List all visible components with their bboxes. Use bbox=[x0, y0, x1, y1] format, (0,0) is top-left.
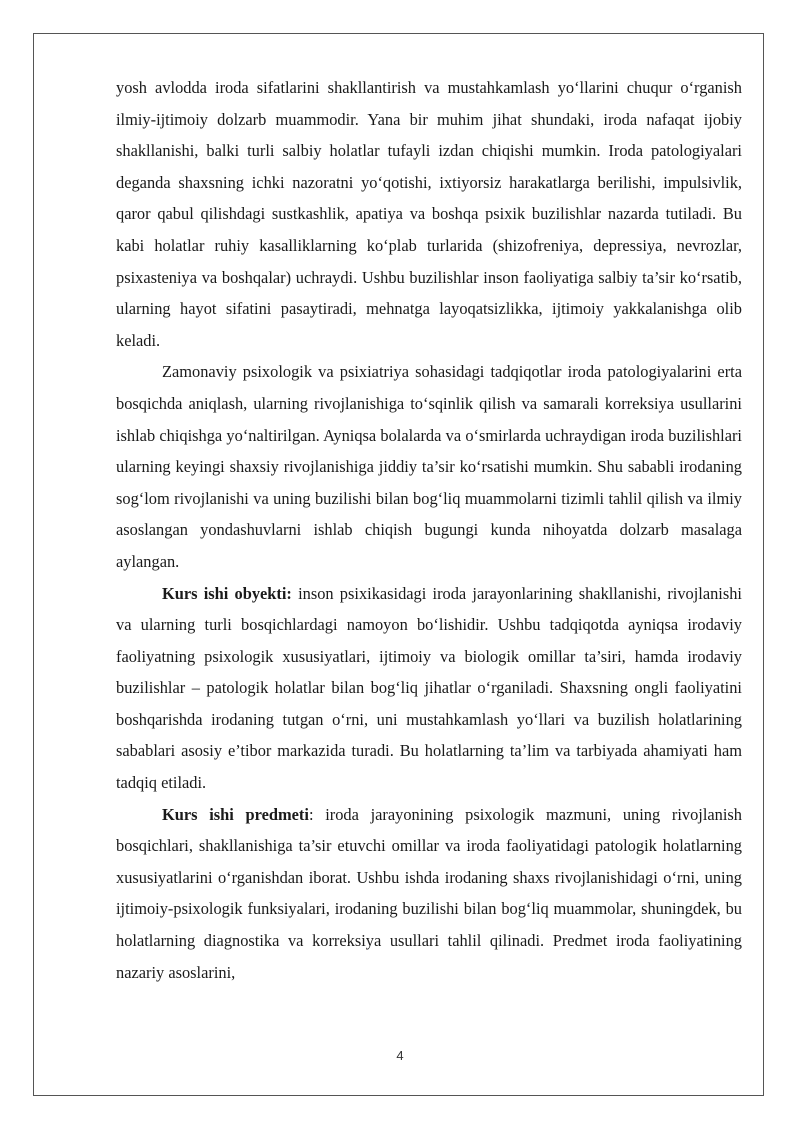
document-body bbox=[116, 72, 742, 988]
course-object-text: inson psixikasidagi iroda jarayonlarining shakllanishi, rivojlanishi va ularning turli bosqichlardagi namoyon bo‘lishidir. Ushbu tadqiqotda ayniqsa irodaviy faoliyatning psixologik xususiyatlari, ijtimoiy va biologik omillar ta’siri, hamda irodaviy buzilishlar – patologik holatlar bilan bog‘liq jihatlar o‘rganiladi. Shaxsning ongli faoliyatini boshqarishda irodaning tutgan o‘rni, uni mustahkamlash yo‘llari va buzilish holatlarining sabablari asosiy e’tibor markazida turadi. Bu holatlarning ta’lim va tarbiyada ahamiyati ham tadqiq etiladi. bbox=[116, 583, 742, 793]
paragraph-1-text: yosh avlodda iroda sifatlarini shakllantirish va mustahkamlash yo‘llarini chuqur o‘rganish ilmiy-ijtimoiy dolzarb muammodir. Yana bir muhim jihat shundaki, iroda nafaqat ijobiy shakllanishi, balki turli salbiy holatlar tufayli izdan chiqishi mumkin. Iroda patologiyalari deganda shaxsning ichki nazoratni yo‘qotishi, ixtiyorsiz harakatlarga berilishi, impulsivlik, qaror qabul qilishdagi sustkashlik, apatiya va boshqa psixik buzilishlar nazarda tutiladi. Bu kabi holatlar ruhiy kasalliklarning ko‘plab turlarida (shizofreniya, depressiya, nevrozlar, psixasteniya va boshqalar) uchraydi. Ushbu buzilishlar inson faoliyatiga salbiy ta’sir ko‘rsatib, ularning hayot sifatini pasaytiradi, mehnatga layoqatsizlikka, ijtimoiy yakkalanishga olib keladi. bbox=[116, 78, 742, 350]
course-object-heading: Kurs ishi obyekti: bbox=[162, 583, 292, 603]
paragraph-2 bbox=[116, 356, 742, 577]
paragraph-1 bbox=[116, 72, 742, 356]
course-subject-separator: : bbox=[308, 804, 326, 824]
course-subject-heading: Kurs ishi predmeti bbox=[162, 804, 309, 824]
paragraph-course-object bbox=[116, 578, 742, 799]
course-subject-text: iroda jarayonining psixologik mazmuni, uning rivojlanish bosqichlari, shakllanishiga ta’sir etuvchi omillar va iroda faoliyatidagi patologik holatlarning xususiyatlarini o‘rganishdan iborat. Ushbu ishda irodaning shaxs rivojlanishidagi o‘rni, uning ijtimoiy-psixologik funksiyalari, irodaning buzilishi bilan bog‘liq muammolar, shuningdek, bu holatlarning diagnostika va korreksiya usullari tahlil qilinadi. Predmet iroda faoliyatining nazariy asoslarini, bbox=[116, 804, 742, 982]
paragraph-2-text: Zamonaviy psixologik va psixiatriya sohasidagi tadqiqotlar iroda patologiyalarini erta bosqichda aniqlash, ularning rivojlanishiga to‘sqinlik qilish va samarali korreksiya usullarini ishlab chiqishga yo‘naltirilgan. Ayniqsa bolalarda va o‘smirlarda uchraydigan iroda buzilishlari ularning keyingi shaxsiy rivojlanishiga jiddiy ta’sir ko‘rsatishi mumkin. Shu sababli irodaning sog‘lom rivojlanishi va uning buzilishi bilan bog‘liq muammolarni tizimli tahlil qilish va ilmiy asoslangan yondashuvlarni ishlab chiqish bugungi kunda nihoyatda dolzarb masalaga aylangan. bbox=[116, 362, 742, 571]
paragraph-course-subject bbox=[116, 799, 742, 989]
page-number: 4 bbox=[396, 1048, 404, 1063]
